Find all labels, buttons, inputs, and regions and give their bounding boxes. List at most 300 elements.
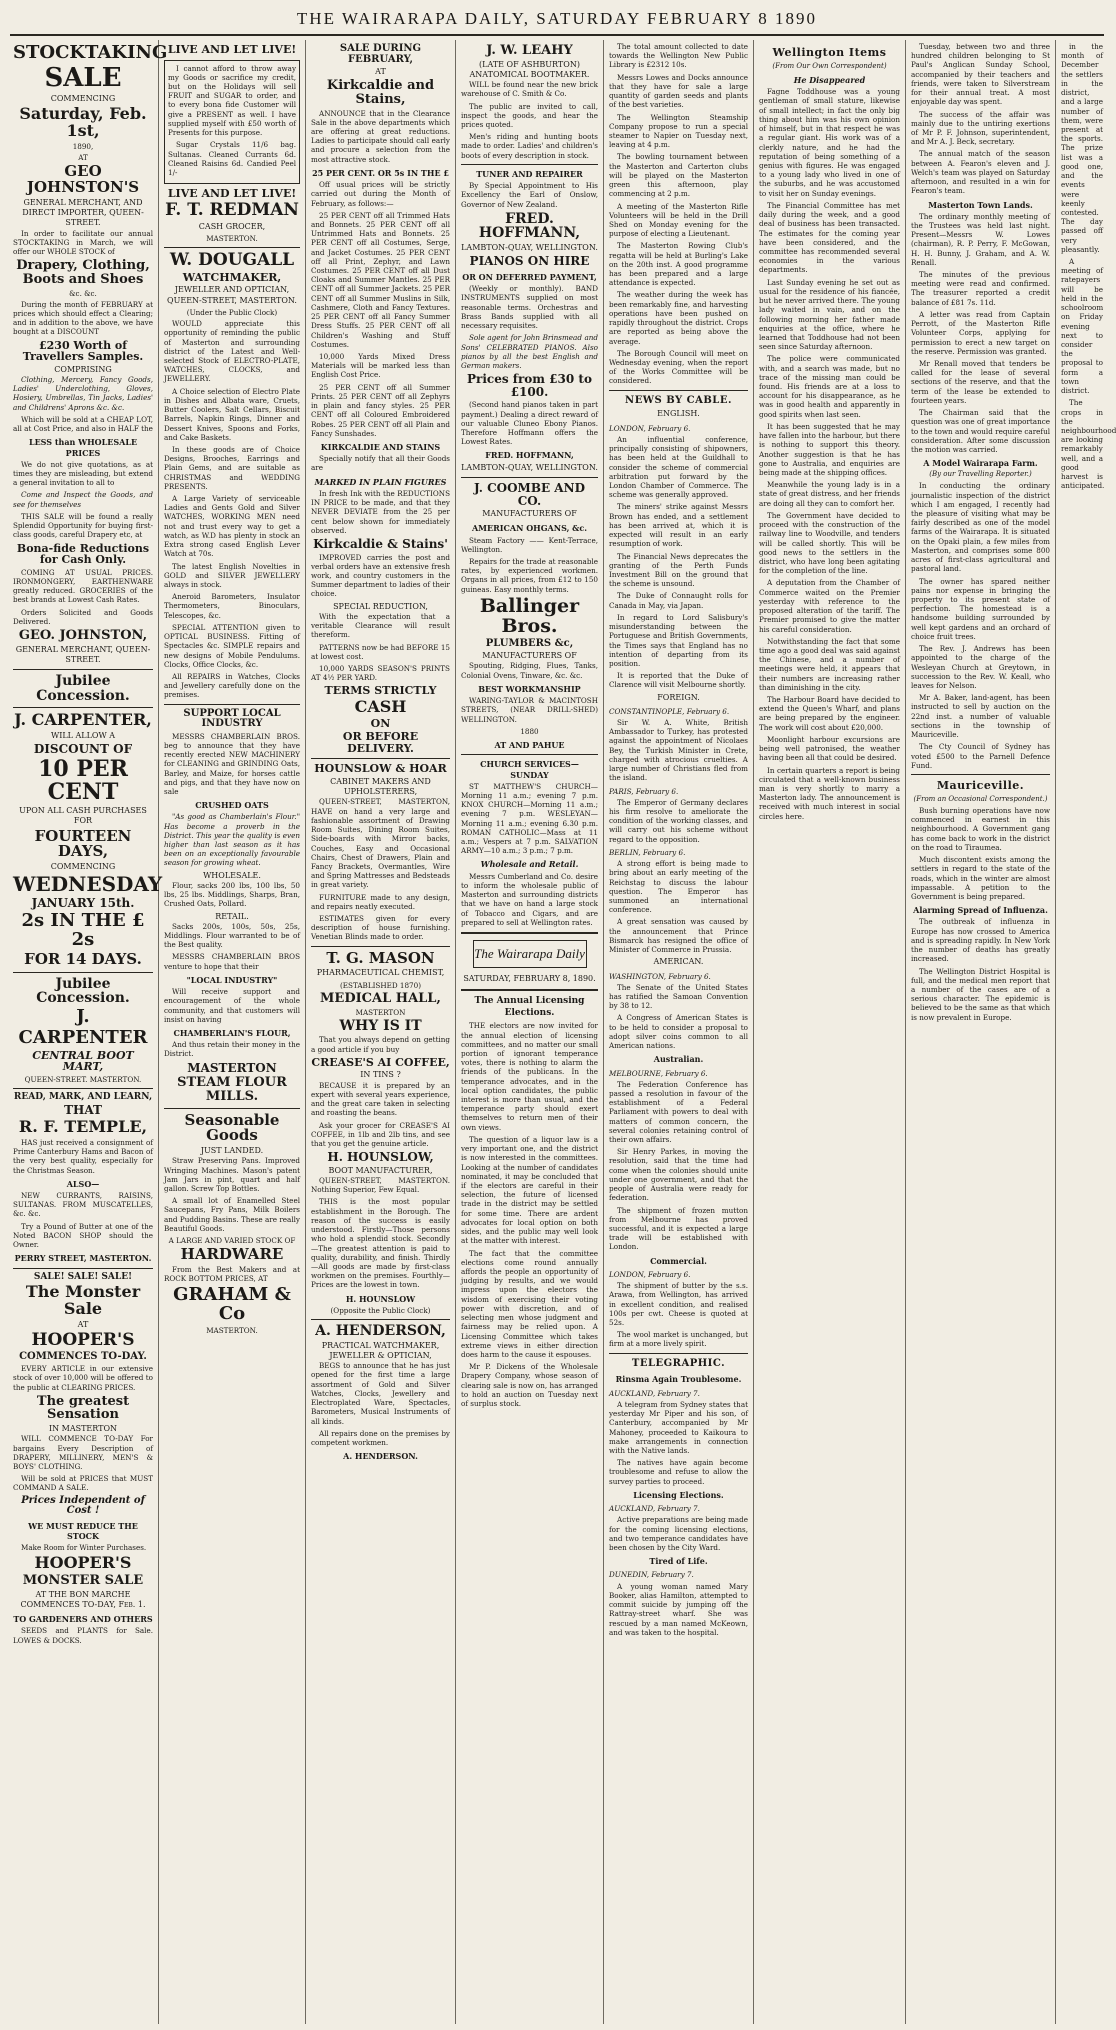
ad-body: I cannot afford to throw away my Goods or sacrifice my credit, but on the Holidays will sell FRUIT and SUGAR to order, and to every bona fide Customer will give a PRESENT as well. I have supplied myself with £50 worth of Presents for this purpose. — [168, 63, 296, 138]
column-rule — [13, 1268, 153, 1269]
ad-subheading: MASTERTON. — [206, 1326, 258, 1336]
ad-body: That you always depend on getting a good article if you buy — [311, 1035, 450, 1054]
ad-subheading: MANUFACTURERS OF — [482, 651, 577, 661]
ad-body: A small lot of Enamelled Steel Saucepans, Fry Pans, Milk Boilers and Pudding Basins. These are really Beautiful Goods. — [164, 1196, 300, 1233]
news-item: Sir Henry Parkes, in moving the resolution, said that the time had come when the colonies should unite under one government, and that the people of Australia were ready for federation. — [609, 1147, 748, 1203]
ad-heading: DISCOUNT OF — [33, 742, 133, 757]
ad-heading: BEST WORKMANSHIP — [478, 683, 581, 694]
article-body: Mr Renall moved that tenders be called for the lease of several sections of the reserve, and that the term of the lease be extended to fourteen years. — [911, 359, 1050, 405]
column-1-advertisements — [8, 40, 168, 2024]
news-item: Sir W. A. White, British Ambassador to Turkey, has protested against the appointment of Nicolaes Bey, the Turkish Minister in Crete, charged with atrocious cruelties. A large number of Christians fled from the island. — [609, 718, 748, 783]
ad-heading: CENTRAL BOOT MART, — [32, 1048, 134, 1074]
article-heading: A Model Wairarapa Farm. — [923, 458, 1038, 469]
ad-subheading: COMPRISING — [54, 364, 112, 374]
ad-heading: HOOPER'S — [34, 1553, 132, 1573]
column-rule — [13, 972, 153, 973]
news-item: The miners' strike against Messrs Brown has ended, and a settlement has been arrived at, which it is expected will result in an early resumption of work. — [609, 502, 748, 549]
ad-subheading: A LARGE AND VARIED STOCK OF — [168, 1236, 296, 1246]
ad-subheading: AT — [78, 153, 88, 163]
ad-heading: SUPPORT LOCAL INDUSTRY — [183, 707, 281, 730]
local-item: The Masterton Rowing Club's regatta will be held at Burling's Lake on the 20th inst. A good programme has been prepared and a large attendance is expected. — [609, 241, 748, 288]
ad-body: All REPAIRS in Watches, Clocks and Jewellery carefully done on the premises. — [164, 671, 300, 700]
column-rule — [461, 989, 598, 991]
ad-body: Will receive support and encouragement of the whole community, and that customers will insist on having — [164, 987, 300, 1024]
ad-body: WOULD appreciate this opportunity of reminding the public of Masterton and surrounding district of the Latest and Well-selected Stock of ELECTRO-PLATE, WATCHES, CLOCKS, and JEWELLERY. — [164, 319, 300, 384]
dateline: DUNEDIN, February 7. — [609, 1570, 694, 1580]
local-item: The weather during the week has been remarkably fine, and harvesting operations have been pushed on rapidly throughout the district. Crops are reported as being above the average. — [609, 290, 748, 346]
ad-heading: 2s IN THE £ 2s — [21, 910, 145, 950]
ad-subheading: IN MASTERTON — [48, 1424, 118, 1434]
ad-body: Come and Inspect the Goods, and see for themselves — [13, 490, 153, 509]
ad-heading: WE MUST REDUCE THE STOCK — [28, 1520, 138, 1541]
ad-body: WARING-TAYLOR & MACINTOSH STREETS, (NEAR DRILL-SHED) WELLINGTON. — [461, 696, 598, 724]
ad-heading: JANUARY 15th. — [31, 896, 135, 911]
article-body: The Rev. J. Andrews has been appointed to the charge of the Wesleyan Church at Greytown, in succession to the Rev. W. Keall, who leaves for Nelson. — [911, 644, 1050, 690]
article-heading: Mauriceville. — [936, 778, 1025, 792]
column-6-wellington-items — [754, 40, 906, 2024]
column-rule — [164, 1108, 300, 1109]
column-rule — [164, 247, 300, 248]
section-subheading: Licensing Elections. — [633, 1489, 724, 1500]
ad-subheading: QUEEN-STREET. MASTERTON. — [24, 1074, 142, 1084]
column-rule — [609, 390, 748, 391]
ad-heading: 25 PER CENT. OR 5s IN THE £ — [312, 167, 449, 178]
ad-body: THIS SALE will be found a really Splendid Opportunity for buying first-class goods, careful Drapery etc, at — [13, 511, 153, 540]
ad-subheading: (ESTABLISHED 1870) — [339, 980, 422, 990]
section-subheading: (From Our Own Correspondent) — [772, 62, 887, 71]
ad-heading: J. — [76, 1005, 90, 1027]
ad-body: SEEDS and PLANTS for Sale. LOWES & DOCKS. — [13, 1626, 153, 1645]
ad-heading: CASH — [354, 696, 407, 716]
ad-subheading: LAMBTON-QUAY, WELLINGTON. — [461, 462, 598, 472]
ad-body: Messrs Cumberland and Co. desire to inform the wholesale public of Masterton and surrounding districts that we have on hand a large stock of Tobacco and Cigars, and are prepared to sell at Wellington rates. — [461, 871, 598, 927]
dateline: LONDON, February 6. — [609, 1269, 691, 1279]
ad-subheading: FOR — [73, 816, 93, 826]
ad-body: Sole agent for John Brinsmead and Sons' CELEBRATED PIANOS. Also pianos by all the best English and German makers. — [461, 333, 598, 370]
article-body: The success of the affair was mainly due to the untiring exertions of Mr P. F. Johnson, superintendent, and Mr A. J. Beck, secretary. — [911, 109, 1050, 147]
ad-subheading: JEWELLER & OPTICIAN, — [329, 1351, 432, 1361]
ad-body: Orders Solicited and Goods Delivered. — [13, 607, 153, 626]
ad-heading: Jubilee Concession. — [36, 975, 130, 1007]
ad-heading: 10 PER CENT — [38, 756, 128, 806]
ad-body: MESSRS CHAMBERLAIN BROS venture to hope that their — [164, 952, 300, 971]
masthead — [10, 4, 1104, 36]
ad-body: 10,000 YARDS SEASON'S PRINTS AT 4½ PER YARD. — [311, 663, 450, 683]
ad-body: BECAUSE it is prepared by an expert with several years experience, and the great care taken in selecting and roasting the beans. — [311, 1080, 450, 1118]
ad-heading: Seasonable Goods — [184, 1110, 280, 1145]
ad-subheading: COMMENCING — [50, 94, 116, 104]
ad-heading: SALE DURING FEBRUARY, — [339, 43, 422, 65]
ad-heading: ON — [370, 716, 391, 730]
ad-body: 25 PER CENT off all Trimmed Hats and Bonnets. 25 PER CENT off all Untrimmed Hats and Bonnets. 25 PER CENT off all Costumes, Serge, and Jacket Costumes. 25 PER CENT off all Print, Zephyr, and Lawn Costumes. 25 PER CENT off all Dust Cloaks and Summer Mantles. 25 PER CENT off all Summer Jackets. 25 PER CENT off all Summer Muslins in Silk, Cashmere, Cloth and Fancy Textures. 25 PER CENT off all Fancy Summer Dress Stuffs. 25 PER CENT off all Children's Washing and Stuff Costumes. — [311, 210, 450, 349]
ad-heading: A. HENDERSON. — [343, 1451, 418, 1462]
news-item: A young woman named Mary Booker, alias Hamilton, attempted to commit suicide by jumping off the Rattray-street wharf. She was rescued by a man named McKeown, and was taken to the hospital. — [609, 1581, 748, 1637]
ad-heading: SALE — [44, 62, 122, 93]
column-rule — [13, 707, 153, 708]
ad-subheading: LAMBTON-QUAY, WELLINGTON. — [461, 243, 598, 253]
ad-heading: R. F. TEMPLE, — [18, 1117, 148, 1137]
ad-heading: CARPENTER — [18, 1026, 148, 1048]
article-subheading: (By our Travelling Reporter.) — [929, 470, 1032, 479]
ad-body: "As good as Chamberlain's Flour." Has become a proverb in the District. This year the quality is even higher than last season as it has been on an exceptionally favourable season for growing wheat. — [164, 812, 300, 868]
ad-heading: HOUNSLOW & HOAR — [314, 762, 447, 776]
column-5-news — [604, 40, 754, 2024]
dateline: CONSTANTINOPLE, February 6. — [609, 706, 730, 716]
article-body: The Harbour Board have decided to extend the Queen's Wharf, and plans are being prepared by the engineer. The work will cost about £20,000. — [759, 695, 900, 732]
article-body: The Cty Council of Sydney has voted £500 to the Parnell Defence Fund. — [911, 742, 1050, 770]
article-heading: Alarming Spread of Influenza. — [913, 905, 1048, 916]
ad-heading: ALSO— — [66, 1178, 100, 1189]
ad-body: In these goods are of Choice Designs, Brooches, Earrings and Plain Gems, and are suitable as CHRISTMAS and WEDDING PRESENTS. — [164, 444, 300, 491]
ad-subheading: MASTERTON — [355, 1007, 406, 1017]
article-subheading: (From an Occasional Correspondent.) — [913, 795, 1048, 804]
ad-body: Aneroid Barometers, Insulator Thermometers, Binoculars, Telescopes, &c. — [164, 592, 300, 620]
news-item: An influential conference, principally consisting of shipowners, has been held at the Guildhall to consider the scheme of commercial arbitration put forward by the London Chamber of Commerce. The scheme was generally approved. — [609, 434, 748, 500]
ad-heading: Kirkcaldie & Stains' — [313, 536, 448, 551]
ad-heading: F. T. REDMAN — [165, 199, 299, 220]
article-body: It has been suggested that he may have fallen into the harbour, but there is nothing to support this theory. Another suggestion is that he has gone to Australia, and enquiries are being made at the shipping offices. — [759, 421, 900, 478]
section-subheading: Rinsma Again Troublesome. — [615, 1374, 742, 1385]
ad-body: In order to facilitate our annual STOCKTAKING in March, we will offer our WHOLE STOCK of — [13, 228, 153, 257]
ad-subheading: ANATOMICAL BOOTMAKER. — [469, 69, 590, 79]
ad-subheading: UPON ALL CASH PURCHASES — [19, 806, 147, 816]
masthead-title: THE WAIRARAPA DAILY, SATURDAY FEBRUARY 8 1890 — [296, 9, 818, 28]
news-item: The Duke of Connaught rolls for Canada in May, via Japan. — [609, 591, 748, 610]
ad-body: IMPROVED carries the post and verbal orders have an extensive fresh work, and country customers in the Summer department to ladies of their choice. — [311, 552, 450, 599]
news-item: The Senate of the United States has ratified the Samoan Convention by 38 to 12. — [609, 982, 748, 1011]
article-body: The Wellington District Hospital is full, and the medical men report that a number of the cases are of a serious character. The epidemic is believed to be the same as that which is now prevalent in Europe. — [911, 966, 1050, 1022]
ad-heading: A. HENDERSON, — [315, 1323, 446, 1340]
article-body: The owner has spared neither pains nor expense in bringing the property to its present state of perfection. The homestead is a handsome building surrounded by well kept gardens and an orchard of choice fruit trees. — [911, 576, 1050, 641]
ad-subheading: (Under the Public Clock) — [186, 307, 278, 317]
ad-heading: J. W. LEAHY — [486, 43, 573, 58]
ad-heading: KIRKCALDIE AND STAINS — [320, 441, 441, 452]
ad-body: QUEEN-STREET, MASTERTON. Nothing Superior, Few Equal. — [311, 1176, 450, 1195]
ad-subheading: BOOT MANUFACTURER, — [328, 1165, 433, 1175]
column-8-partial — [1056, 40, 1116, 2024]
news-item: A great sensation was caused by the announcement that Prince Bismarck has resigned the office of Minister of Commerce in Prussia. — [609, 917, 748, 955]
ad-body: And thus retain their money in the District. — [164, 1040, 300, 1059]
news-item: The natives have again become troublesome and refuse to allow the survey parties to proceed. — [609, 1458, 748, 1486]
news-item: In regard to Lord Salisbury's misunderstanding between the Portuguese and British Governments, the Times says that England has no intention of departing from its position. — [609, 612, 748, 668]
ad-body: In fresh Ink with the REDUCTIONS IN PRICE to be made, and that they NEVER DEVIATE from the 25 per cent below shown for immediately observed. — [311, 488, 450, 535]
newspaper-nameplate-logo: The Wairarapa Daily — [473, 940, 587, 968]
article-body: Bush burning operations have now commenced in earnest in this neighbourhood. A Government gang has come back to work in the district on the road to Tiraumea. — [911, 805, 1050, 852]
ad-body: Which will be sold at a CHEAP LOT, all at Cost Price, and also in HALF the — [13, 414, 153, 434]
issue-date: SATURDAY, FEBRUARY 8, 1890. — [463, 974, 596, 984]
news-item: The shipment of frozen mutton from Melbourne has proved successful, and it is expected a large trade will be established with London. — [609, 1205, 748, 1252]
ad-body: 25 PER CENT off all Summer Prints. 25 PER CENT off all Zephyrs in plain and fancy styles. 25 PER CENT off all Coloured Embroidered Robes. 25 PER CENT off all Plain and Fancy Sunshades. — [311, 382, 450, 438]
ad-heading: PIANOS ON HIRE — [469, 254, 590, 269]
leader-body: Mr P. Dickens of the Wholesale Drapery Company, whose season of clearing sale is now on, has arranged to hold an auction on Tuesday next of surplus stock. — [461, 1362, 598, 1409]
dateline: MELBOURNE, February 6. — [609, 1068, 708, 1078]
ad-heading: AT AND PAHUE — [494, 740, 565, 751]
article-body: Mr A. Baker, land-agent, has been instructed to sell by auction on the 22nd inst. a number of valuable sections in the township of Mauriceville. — [911, 693, 1050, 740]
article-body: A deputation from the Chamber of Commerce waited on the Premier yesterday with reference to the proposed alteration of the tariff. The Premier promised to give the matter his careful consideration. — [759, 578, 900, 634]
ad-heading: Prices from £30 to £100. — [467, 372, 592, 399]
ad-subheading: JEWELLER AND OPTICIAN, — [174, 285, 290, 295]
ad-heading: MONSTER SALE — [22, 1573, 144, 1589]
ad-body: All repairs done on the premises by competent workmen. — [311, 1428, 450, 1448]
article-body: In conducting the ordinary journalistic inspection of the district which I am engaged, I recently had the pleasure of visiting what may be fairly described as one of the model farms of the Wairarapa. It is situated on the Opaki plain, a few miles from Masterton, and comprises some 800 acres of first-class agricultural and pastoral land. — [911, 481, 1050, 574]
ad-heading: £230 Worth of Travellers Samples. — [22, 338, 144, 364]
leader-body: The question of a liquor law is a very important one, and the district is now interested in the committees. Looking at the number of candidates nominated, it may be concluded that if the electors are careful in their selection, the future of licensed trade in the district may be settled for some time. There are ardent advocates for local option on both sides, and the public may well look at the matter with interest. — [461, 1134, 598, 1246]
ad-body: From the Best Makers and at ROCK BOTTOM PRICES, AT — [164, 1265, 300, 1284]
ad-heading: WHY IS IT — [339, 1017, 422, 1034]
ad-heading: Kirkcaldie and Stains, — [326, 78, 435, 107]
ad-heading: FRED. HOFFMANN, — [485, 450, 574, 461]
ad-body: (Weekly or monthly). BAND INSTRUMENTS supplied on most reasonable terms. Orchestras and Brass Bands supplied with all necessary requisites. — [461, 284, 598, 331]
ad-heading: MEDICAL HALL, — [320, 990, 441, 1006]
ad-body: ANNOUNCE that in the Clearance Sale in the above departments which are offering at great reductions. Ladies to participate should call early and procure a selection from the most attractive stock. — [311, 108, 450, 164]
ad-heading: PLUMBERS &c, — [485, 637, 574, 649]
church-services-list: ST MATTHEW'S CHURCH—Morning 11 a.m.; evening 7 p.m. KNOX CHURCH—Morning 11 a.m.; evening 7 p.m. WESLEYAN—Morning 11 a.m.; evening 6.30 p.m. ROMAN CATHOLIC—Mass at 11 a.m.; Vespers at 7 p.m. SALVATION ARMY—10 a.m.; 3 p.m.; 7 p.m. — [461, 781, 598, 856]
ad-subheading: MANUFACTURERS OF — [482, 509, 577, 519]
ad-heading: MASTERTON — [187, 1060, 277, 1075]
ad-heading: "LOCAL INDUSTRY" — [186, 974, 278, 985]
ad-body: Spouting, Ridging, Flues, Tanks, Colonial Ovens, Tinware, &c. &c. — [461, 661, 598, 680]
news-item: Active preparations are being made for the coming licensing elections, and two temperance candidates have been chosen by the City Ward. — [609, 1515, 748, 1552]
news-item: The wool market is unchanged, but firm at a more lively spirit. — [609, 1330, 748, 1349]
ad-heading: TERMS STRICTLY — [324, 684, 437, 698]
ad-heading: OR BEFORE DELIVERY. — [342, 730, 419, 755]
ad-heading: THAT — [64, 1103, 102, 1118]
leader-body: The fact that the committee elections come round annually affords the people an opportunity of judging by results, and we would impress upon the electors the wisdom of exercising their voting power with discretion, and of selecting men whose judgment and fairness may be relied upon. A Licensing Committee which takes extreme views in either direction does harm to the cause it espouses. — [461, 1248, 598, 1359]
leader-body: THE electors are now invited for the annual election of licensing committees, and no matter our small portion of ignorant temperance votes, there is nothing to alarm the friends of the publicans. In the temperance advocates, and in the local option candidates, the public interest is more than usual, and the temperance party should exert themselves to return men of their own views. — [461, 1021, 598, 1132]
ad-heading: HARDWARE — [180, 1245, 284, 1264]
column-rule — [311, 946, 450, 947]
section-heading: Wellington Items — [772, 46, 887, 59]
article-body: Last Sunday evening he set out as usual for the residence of his fiancée, but he never arrived there. The young lady waited in vain, and on the following morning her father made enquiries at the office, where he learned that Toddhouse had not been seen since Saturday afternoon. — [759, 277, 900, 352]
column-3-advertisements — [306, 40, 456, 2024]
ad-body: WILL be found near the new brick warehouse of C. Smith & Co. — [461, 80, 598, 99]
article-body: Meanwhile the young lady is in a state of great distress, and her friends are doing all they can to comfort her. — [759, 480, 900, 508]
ad-subheading: CASH GROCER, — [198, 221, 266, 231]
dateline: PARIS, February 6. — [609, 786, 679, 796]
column-rule — [13, 669, 153, 670]
ad-body: We do not give quotations, as at times they are misleading, but extend a general invitation to all to — [13, 459, 153, 488]
column-rule — [461, 477, 598, 478]
ad-heading: Bona-fide Reductions for Cash Only. — [16, 541, 150, 567]
ad-subheading: AT — [77, 1319, 89, 1329]
ad-body: Clothing, Mercery, Fancy Goods, Ladies' Underclothing, Gloves, Hosiery, Umbrellas, Tin Jacks, Ladies' and Childrens' Aprons &c. &c. — [13, 375, 153, 412]
article-body: Fagne Toddhouse was a young gentleman of small stature, likewise of small intellect; in fact the only big thing about him was his own opinion of himself, but in that respect he was a regular giant. His work was of a clerkly nature, and he had the reputation of being something of a genius with figures. He was engaged to a young lady who lived in one of the suburbs, and he was accustomed to visit her on Sunday evenings. — [759, 87, 900, 198]
ad-heading: COMMENCES TO-DAY. — [19, 1350, 147, 1362]
ad-subheading: WILL ALLOW A — [50, 731, 116, 741]
section-subheading: Commercial. — [650, 1255, 707, 1266]
ad-heading: TO GARDENERS AND OTHERS — [13, 1614, 153, 1625]
news-item: A Congress of American States is to be held to consider a proposal to adopt silver coins common to all American nations. — [609, 1013, 748, 1051]
ad-subheading: GENERAL MERCHANT, AND — [23, 197, 143, 207]
column-rule — [164, 704, 300, 705]
ad-body: WILL COMMENCE TO-DAY For bargains Every Description of DRAPERY, MILLINERY, MEN'S & BOYS' CLOTHING. — [13, 1434, 153, 1471]
ad-heading: GRAHAM & Co — [173, 1284, 291, 1325]
ad-body: With the expectation that a veritable Clearance will result thereform. — [311, 611, 450, 640]
ad-subheading: 1890, — [72, 142, 94, 152]
ad-body: COMING AT USUAL PRICES. IRONMONGERY, EARTHENWARE greatly reduced. GROCERIES of the best brands at Lowest Cash Rates. — [13, 567, 153, 605]
ad-body: Make Room for Winter Purchases. — [21, 1543, 147, 1553]
ad-subheading: COMMENCING — [50, 862, 116, 872]
ad-body: BEGS to announce that he has just opened for the first time a large assortment of Gold and Silver Watches, Clocks, Jewellery and Electroplated Ware, Spectacles, Barometers, Musical Instruments of all kinds. — [311, 1361, 450, 1426]
ad-body: ESTIMATES given for every description of house furnishing. Venetian Blinds made to order. — [311, 914, 450, 942]
local-item: Messrs Lowes and Docks announce that they have for sale a large quantity of garden seeds and plants of the best varieties. — [609, 72, 748, 110]
ad-body: QUEEN-STREET, MASTERTON, HAVE on hand a very large and fashionable assortment of Drawing Room Suites, Dining Room Suites, Side-boards with Mirror backs, Couches, Easy and Occasional Chairs, Chest of Drawers, Plain and Fancy Brackets, Overmantles, Wire and Spring Mattresses and Bedsteads in great variety. — [311, 797, 450, 890]
ad-body: MESSRS CHAMBERLAIN BROS. beg to announce that they have recently erected NEW MACHINERY for CLEANING and GRINDING Oats, Barley, and Maize, for horses cattle and pigs, and that they have now on sale — [164, 731, 300, 796]
ad-body: A Large Variety of serviceable Ladies and Gents Gold and Silver WATCHES, WORKING MEN need not and trust every way to get a watch, as W.D has plenty in stock an Extra strong cased English Lever Watch at 70s. — [164, 494, 300, 559]
article-body: The outbreak of influenza in Europe has now crossed to America and is spreading rapidly. In New York the number of deaths has greatly increased. — [911, 917, 1050, 964]
ad-body: (Second hand pianos taken in part payment.) Dealing a direct reward of our valuable Cluneo Ebony Pianos. Therefore Hoffmann offers the Lowest Rates. — [461, 400, 598, 447]
ad-body: Straw Preserving Pans. Improved Wringing Machines. Mason's patent Jam Jars in pint, quart and half gallon. Screw Top Bottles. — [164, 1156, 300, 1193]
column-7-local-news — [906, 40, 1056, 2024]
column-4-advertisements-and-leader — [456, 40, 604, 2024]
article-body: in the month of December the settlers in the district, and a large number of them, were present at the sports. The prize list was a good one, and the events were keenly contested. The day passed off very pleasantly. — [1061, 42, 1103, 254]
ad-subheading: CABINET MAKERS AND UPHOLSTERERS, — [330, 776, 431, 797]
column-rule — [13, 1088, 153, 1089]
ad-subheading: JUST LANDED. — [200, 1146, 264, 1156]
ad-subheading: WHOLESALE. — [203, 870, 261, 880]
article-body: The Government have decided to proceed with the construction of the railway line to Woodville, and tenders will be called shortly. This will be good news to the settlers in the district, who have long been agitating for the completion of the line. — [759, 510, 900, 576]
ad-body: THIS is the most popular establishment in the Borough. The reason of the success is easily understood. Firstly—Those persons who hold a splendid stock. Secondly—The greatest attention is paid to quality, durability, and finish. Thirdly—All goods are made by first-class workmen on the premises. Fourthly—Prices are the lowest in town. — [311, 1197, 450, 1290]
article-body: Notwithstanding the fact that some time ago a good deal was said against the Chinese, and a number of meetings were held, it appears that their numbers are increasing rather than diminishing in the city. — [759, 636, 900, 692]
ad-heading: GEO. JOHNSTON, — [18, 627, 148, 643]
ad-subheading: DIRECT IMPORTER, QUEEN-STREET. — [22, 208, 144, 228]
ad-body: Steam Factory —— Kent-Terrace, Wellington. — [461, 535, 598, 554]
news-item: A strong effort is being made to bring about an early meeting of the Reichstag to discuss the labour question. The Emperor has summoned an international conference. — [609, 859, 748, 915]
ad-subheading: PHARMACEUTICAL CHEMIST, — [316, 968, 445, 978]
news-item: The Emperor of Germany declares his firm resolve to ameliorate the condition of the working classes, and will carry out his scheme without regard to the opposition. — [609, 797, 748, 844]
local-item: The Wellington Steamship Company propose to run a special steamer to Napier on Tuesday next, leaving at 4 p.m. — [609, 112, 748, 150]
ad-heading: HOOPER'S — [31, 1329, 135, 1350]
ad-heading: Ballinger Bros. — [479, 594, 580, 637]
local-item: The bowling tournament between the Masterton and Carterton clubs will be played on the Masterton green this afternoon, play commencing at 2 p.m. — [609, 152, 748, 199]
ad-body: HAS just received a consignment of Prime Canterbury Hams and Bacon of the very best quality, especially for the Christmas Season. — [13, 1137, 153, 1175]
ad-heading: CRUSHED OATS — [195, 800, 269, 811]
ad-subheading: PRACTICAL WATCHMAKER, — [321, 1340, 440, 1350]
section-subheading: AMERICAN. — [653, 957, 704, 967]
ad-body: The public are invited to call, inspect the goods, and hear the prices quoted. — [461, 101, 598, 129]
dateline: LONDON, February 6. — [609, 423, 691, 433]
ad-body: PATTERNS now be had BEFORE 15 at lowest cost. — [311, 642, 450, 661]
ad-subheading: QUEEN-STREET, MASTERTON. — [167, 295, 297, 305]
ad-heading: FRED. HOFFMANN, — [478, 210, 581, 242]
ad-subheading: AT THE BON MARCHE COMMENCES TO-DAY, Feb. 1. — [20, 1589, 146, 1609]
ad-heading: LESS than WHOLESALE PRICES — [28, 437, 138, 458]
article-body: A letter was read from Captain Perrott, of the Masterton Rifle Volunteer Corps, applying for permission to erect a new target on the reserve. Permission was granted. — [911, 309, 1050, 356]
ad-subheading: &c. &c. — [69, 288, 97, 298]
ad-heading: Drapery, Clothing, Boots and Shoes — [16, 258, 150, 287]
section-subheading: FOREIGN. — [657, 692, 700, 702]
ad-heading: WATCHMAKER, — [182, 270, 282, 284]
ad-heading: CREASE'S AI COFFEE, — [311, 1055, 450, 1069]
article-body: Moonlight harbour excursions are being well patronised, the weather having been all that could be desired. — [759, 734, 900, 763]
article-body: In certain quarters a report is being circulated that a well-known business man is very shortly to marry a Masterton lady. The announcement is received with much interest in social circles here. — [759, 765, 900, 821]
section-subheading: Tired of Life. — [649, 1556, 708, 1567]
column-rule — [609, 1353, 748, 1354]
leader-heading: The Annual Licensing Elections. — [474, 996, 585, 1018]
ad-body: Flour, sacks 200 lbs, 100 lbs, 50 lbs, 25 lbs. Middlings, Sharps, Bran, Crushed Oats, Pollard. — [164, 880, 300, 909]
ad-body: Will be sold at PRICES that MUST COMMAND A SALE. — [13, 1474, 153, 1493]
column-rule — [911, 774, 1050, 775]
column-rule — [311, 758, 450, 759]
ad-body: The latest English Novelties in GOLD and SILVER JEWELLERY always in stock. — [164, 561, 300, 589]
ad-heading: Wholesale and Retail. — [480, 859, 579, 870]
section-heading: NEWS BY CABLE. — [625, 394, 732, 406]
ad-body: Specially notify that all their Goods are — [311, 454, 450, 473]
article-body: The police were communicated with, and a search was made, but no trace of the missing man could be found. His friends are at a loss to account for his disappearance, as he was in good health and apparently in good spirits when last seen. — [759, 354, 900, 419]
ad-heading: MARKED IN PLAIN FIGURES — [314, 476, 447, 487]
ad-heading: H. HOUNSLOW — [345, 1293, 416, 1304]
ad-body: A Choice selection of Electro Plate in Dishes and Albata ware, Cruets, Butter Coolers, Salt Cellars, Biscuit Barrels, Napkin Rings, Dinner and Dessert Knives, Spoons and Forks, and Cake Baskets. — [164, 386, 300, 442]
dateline: AUCKLAND, February 7. — [609, 1388, 700, 1398]
ad-subheading: MASTERTON. — [206, 233, 258, 243]
ad-body: FURNITURE made to any design, and repairs neatly executed. — [311, 892, 450, 911]
column-rule — [311, 1319, 450, 1320]
news-item: The Federation Conference has passed a resolution in favour of the establishment of a Federal Parliament with powers to deal with matters of common concern, the several colonies retaining control of their own affairs. — [609, 1079, 748, 1145]
dateline: WASHINGTON, February 6. — [609, 971, 711, 981]
local-item: A meeting of the Masterton Rifle Volunteers will be held in the Drill Shed on Monday evening for the purpose of electing a Lieutenant. — [609, 201, 748, 239]
ad-body: Men's riding and hunting boots made to order. Ladies' and children's boots of every description in stock. — [461, 132, 598, 160]
article-body: A meeting of ratepayers will be held in the schoolroom on Friday evening next to consider the proposal to form a town district. — [1061, 257, 1104, 396]
ad-heading: WEDNESDAY — [13, 872, 163, 897]
ad-subheading: GENERAL MERCHANT, QUEEN-STREET. — [15, 644, 151, 664]
ad-subheading: SPECIAL REDUCTION, — [333, 601, 428, 611]
article-heading: He Disappeared — [793, 75, 866, 86]
dateline: AUCKLAND, February 7. — [609, 1504, 700, 1514]
ad-heading: H. HOUNSLOW, — [327, 1150, 434, 1165]
ad-heading: LIVE AND LET LIVE! — [167, 43, 297, 56]
section-heading: TELEGRAPHIC. — [631, 1357, 726, 1369]
section-subheading: Australian. — [653, 1054, 704, 1065]
column-rule — [461, 164, 598, 165]
ad-body: Sacks 200s, 100s, 50s, 25s, Middlings. Flour warranted to be of the Best quality. — [164, 921, 300, 950]
ad-subheading: (Opposite the Public Clock) — [330, 1305, 431, 1315]
ad-body: Sugar Crystals 11/6 bag. Sultanas. Cleaned Currants 6d. Cleaned Raisins 6d. Candied Peel 1/- — [168, 140, 296, 177]
ad-heading: GEO JOHNSTON'S — [26, 162, 140, 197]
article-body: The Financial Committee has met daily during the week, and a good deal of business has been transacted. The estimates for the coming year have been considered, and the committee has recommended several economies in the various departments. — [759, 200, 900, 275]
column-rule — [461, 932, 598, 934]
ad-body: Repairs for the trade at reasonable rates, by experienced workmen. Organs in all prices, from £12 to 150 guineas. Easy monthly terms. — [461, 557, 598, 594]
news-item: A telegram from Sydney states that yesterday Mr Piper and his son, of Canterbury, accompanied by Mr Mahoney, proceeded to Kaikoura to make arrangements in connection with the Native lands. — [609, 1399, 748, 1455]
ad-heading: J. CARPENTER, — [14, 710, 152, 730]
news-item: It is reported that the Duke of Clarence will visit Melbourne shortly. — [609, 671, 748, 690]
column-2-advertisements — [159, 40, 306, 2024]
section-subheading: ENGLISH. — [657, 409, 700, 419]
ad-subheading: AT — [375, 67, 386, 76]
column-rule — [461, 754, 598, 755]
ad-body: Try a Pound of Butter at one of the Noted BACON SHOP should the Owner. — [13, 1221, 153, 1250]
ad-heading: AMERICAN OHGANS, &c. — [471, 523, 588, 534]
ad-body: During the month of FEBRUARY at prices which should effect a Clearing; and in addition to the above, we have bought at a DISCOUNT — [13, 299, 153, 337]
ad-heading: SALE! SALE! SALE! — [33, 1271, 133, 1282]
dateline: BERLIN, February 6. — [609, 847, 686, 857]
ad-heading: STOCKTAKING — [13, 42, 168, 63]
ad-body: 10,000 Yards Mixed Dress Materials will be marked less than English Cost Price. — [311, 352, 450, 380]
ad-heading: Jubilee Concession. — [36, 673, 130, 704]
ad-box — [164, 60, 300, 185]
article-body: The minutes of the previous meeting were read and confirmed. The treasurer reported a credit balance of £81 7s. 11d. — [911, 270, 1050, 307]
ad-heading: READ, MARK, AND LEARN, — [13, 1092, 153, 1103]
ad-heading: T. G. MASON — [326, 948, 435, 967]
ad-body: EVERY ARTICLE in our extensive stock of over 10,000 will be offered to the public at CLEARING PRICES. — [13, 1364, 153, 1392]
ad-heading: TUNER AND REPAIRER — [476, 168, 583, 179]
article-body: The crops in the neighbourhood are looking remarkably well, and a good harvest is anticipated. — [1061, 398, 1116, 491]
ad-heading: STEAM FLOUR MILLS. — [177, 1075, 287, 1104]
ad-heading: J. COOMBE AND CO. — [474, 480, 585, 508]
ad-body: By Special Appointment to His Excellency the Earl of Onslow, Governor of New Zealand. — [461, 181, 598, 209]
ad-body: Off usual prices will be strictly carried out during the Month of February, as follows:— — [311, 180, 450, 208]
ad-heading: PERRY STREET, MASTERTON. — [14, 1253, 152, 1264]
article-body: The ordinary monthly meeting of the Trustees was held last night. Present—Messrs W. Lowes (chairman), R. P. Perry, F. McGowan, H. H. Bunny, J. Graham, and A. W. Renall. — [911, 211, 1050, 267]
